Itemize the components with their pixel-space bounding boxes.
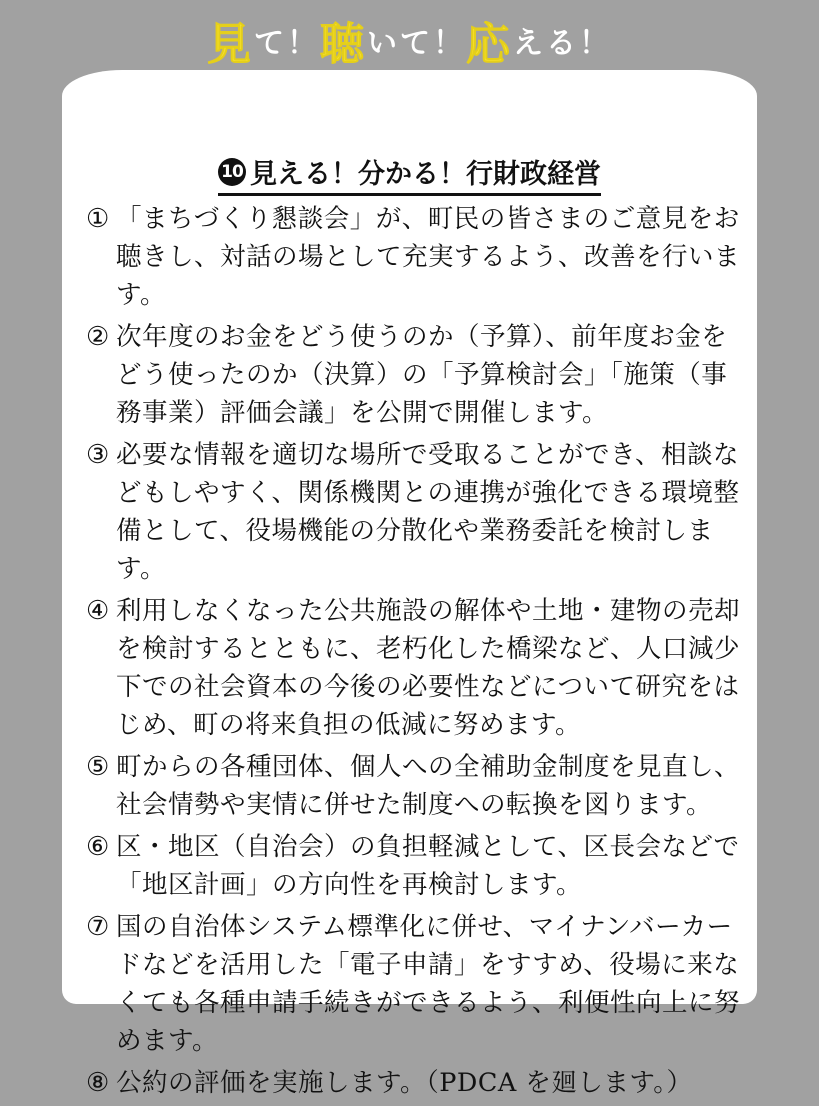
item-number: ① [86, 204, 110, 234]
banner-title [0, 0, 819, 80]
item-text: 必要な情報を適切な場所で受取ることができ、相談などもしやすく、関係機関との連携が強化できる環境整備として、役場機能の分散化や業務委託を検討します。 [116, 440, 740, 584]
banner-part: 応 [466, 19, 513, 70]
item-text: 区・地区（自治会）の負担軽減として、区長会などで「地区計画」の方向性を再検討します。 [116, 832, 740, 900]
heading-underline [218, 152, 601, 196]
item-text: 「まちづくり懇談会」が、町民の皆さまのご意見をお聴きし、対話の場として充実するよう、改善を行います。 [116, 204, 741, 310]
item-number: ⑧ [86, 1068, 110, 1098]
banner-part: て！ [254, 26, 320, 61]
item-text: 次年度のお金をどう使うのか（予算）、前年度お金をどう使ったのか（決算）の「予算検討会」「施策（事務事業）評価会議」を公開で開催します。 [116, 322, 728, 428]
banner-part: 見 [207, 19, 254, 70]
item-number: ⑦ [86, 912, 110, 942]
item-text: 町からの各種団体、個人への全補助金制度を見直し、社会情勢や実情に併せた制度への転換を図ります。 [116, 752, 741, 820]
heading-title: 見える！分かる！行財政経営 [250, 159, 601, 190]
heading-number-badge: 10 [218, 158, 246, 186]
policy-item [86, 908, 746, 1060]
item-number: ③ [86, 440, 110, 470]
policy-list [86, 200, 746, 1106]
banner-part: 聴 [320, 19, 367, 70]
item-number: ⑥ [86, 832, 110, 862]
policy-item [86, 436, 746, 588]
item-text: 利用しなくなった公共施設の解体や土地・建物の売却を検討するとともに、老朽化した橋梁など、人口減少下での社会資本の今後の必要性などについて研究をはじめ、町の将来負担の低減に努めます。 [116, 596, 741, 740]
policy-item [86, 1064, 746, 1102]
item-number: ⑤ [86, 752, 110, 782]
policy-item [86, 592, 746, 744]
item-text: 国の自治体システム標準化に併せ、マイナンバーカードなどを活用した「電子申請」をすすめ、役場に来なくても各種申請手続きができるよう、利便性向上に努めます。 [116, 912, 741, 1056]
section-heading [62, 152, 757, 196]
content-panel [62, 70, 757, 1098]
policy-item [86, 318, 746, 432]
item-number: ④ [86, 596, 110, 626]
policy-item [86, 200, 746, 314]
banner-part: える！ [513, 26, 612, 61]
item-text: 公約の評価を実施します。（PDCA を廻します。） [116, 1068, 693, 1098]
policy-item [86, 828, 746, 904]
banner-part: いて！ [367, 26, 466, 61]
item-number: ② [86, 322, 110, 352]
policy-item [86, 748, 746, 824]
